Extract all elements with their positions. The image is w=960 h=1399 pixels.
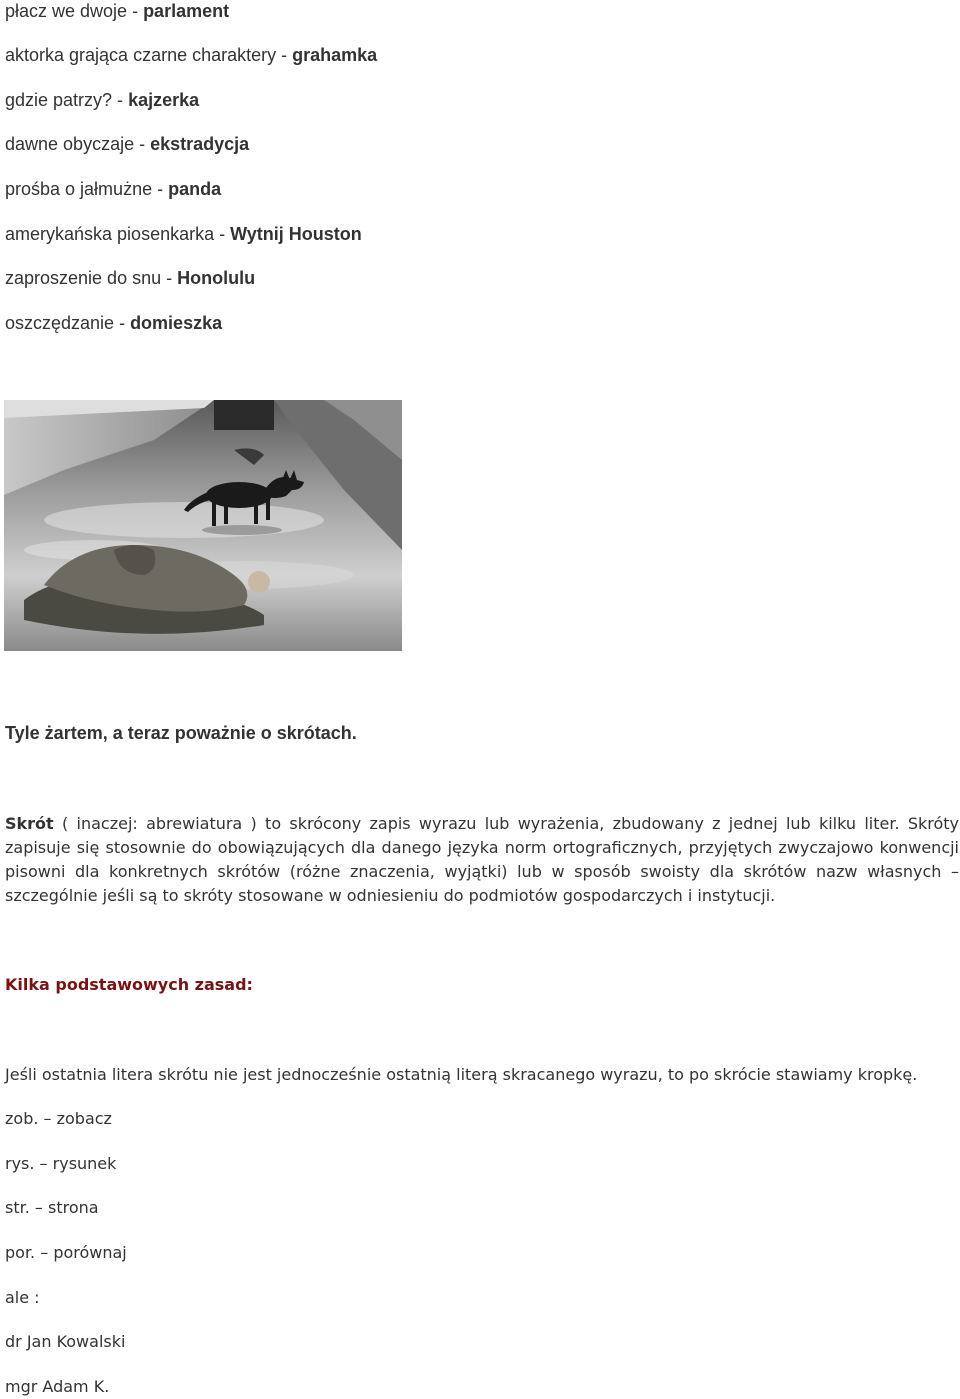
joke-prompt: gdzie patrzy? -: [5, 90, 129, 110]
joke-prompt: prośba o jałmużne -: [5, 179, 169, 199]
rules-title: Kilka podstawowych zasad:: [5, 975, 253, 994]
joke-answer: Wytnij Houston: [230, 224, 362, 244]
joke-line: [5, 44, 377, 66]
joke-line: [5, 89, 199, 111]
joke-answer: Honolulu: [177, 268, 256, 288]
joke-answer: grahamka: [292, 45, 378, 65]
joke-answer: panda: [168, 179, 222, 199]
joke-answer: parlament: [143, 1, 230, 21]
joke-prompt: aktorka grająca czarne charaktery -: [5, 45, 293, 65]
joke-answer: kajzerka: [128, 90, 200, 110]
joke-prompt: amerykańska piosenkarka -: [5, 224, 231, 244]
joke-answer: domieszka: [130, 313, 223, 333]
joke-line: [5, 267, 255, 289]
joke-line: [5, 178, 221, 200]
dog-in-water-photo: [4, 400, 402, 651]
rule-text: Jeśli ostatnia litera skrótu nie jest jednocześnie ostatnią literą skracanego wyrazu, to po skrócie stawiamy kropkę.: [5, 1065, 918, 1084]
joke-line: [5, 312, 222, 334]
definition-text: ( inaczej: abrewiatura ) to skrócony zapis wyrazu lub wyrażenia, zbudowany z jednej lub kilku liter. Skróty zapisuje się stosownie do obowiązujących dla danego języka norm ortograficznych, przyjętych zwyczajowo konwencji pisowni dla konkretnych skrótów (różne znaczenia, wyjątki) lub w sposób swoisty dla skrótów nazw własnych – szczególnie jeśli są to skróty stosowane w odniesieniu do podmiotów gospodarczych i instytucji.: [5, 814, 959, 905]
joke-answer: ekstradycja: [150, 134, 250, 154]
joke-prompt: zaproszenie do snu -: [5, 268, 178, 288]
joke-line: [5, 0, 229, 22]
example-item: por. – porównaj: [5, 1243, 127, 1262]
joke-prompt: płacz we dwoje -: [5, 1, 144, 21]
joke-prompt: oszczędzanie -: [5, 313, 131, 333]
joke-line: [5, 133, 249, 155]
joke-prompt: dawne obyczaje -: [5, 134, 151, 154]
example-item: str. – strona: [5, 1198, 99, 1217]
example-item: zob. – zobacz: [5, 1109, 112, 1128]
section-heading: Tyle żartem, a teraz poważnie o skrótach.: [5, 723, 357, 743]
example-item: rys. – rysunek: [5, 1154, 117, 1173]
example-item: mgr Adam K.: [5, 1377, 110, 1396]
example-item: dr Jan Kowalski: [5, 1332, 126, 1351]
definition-paragraph: [5, 812, 959, 908]
example-item: ale :: [5, 1288, 40, 1307]
definition-term: Skrót: [5, 814, 54, 833]
joke-line: [5, 223, 362, 245]
